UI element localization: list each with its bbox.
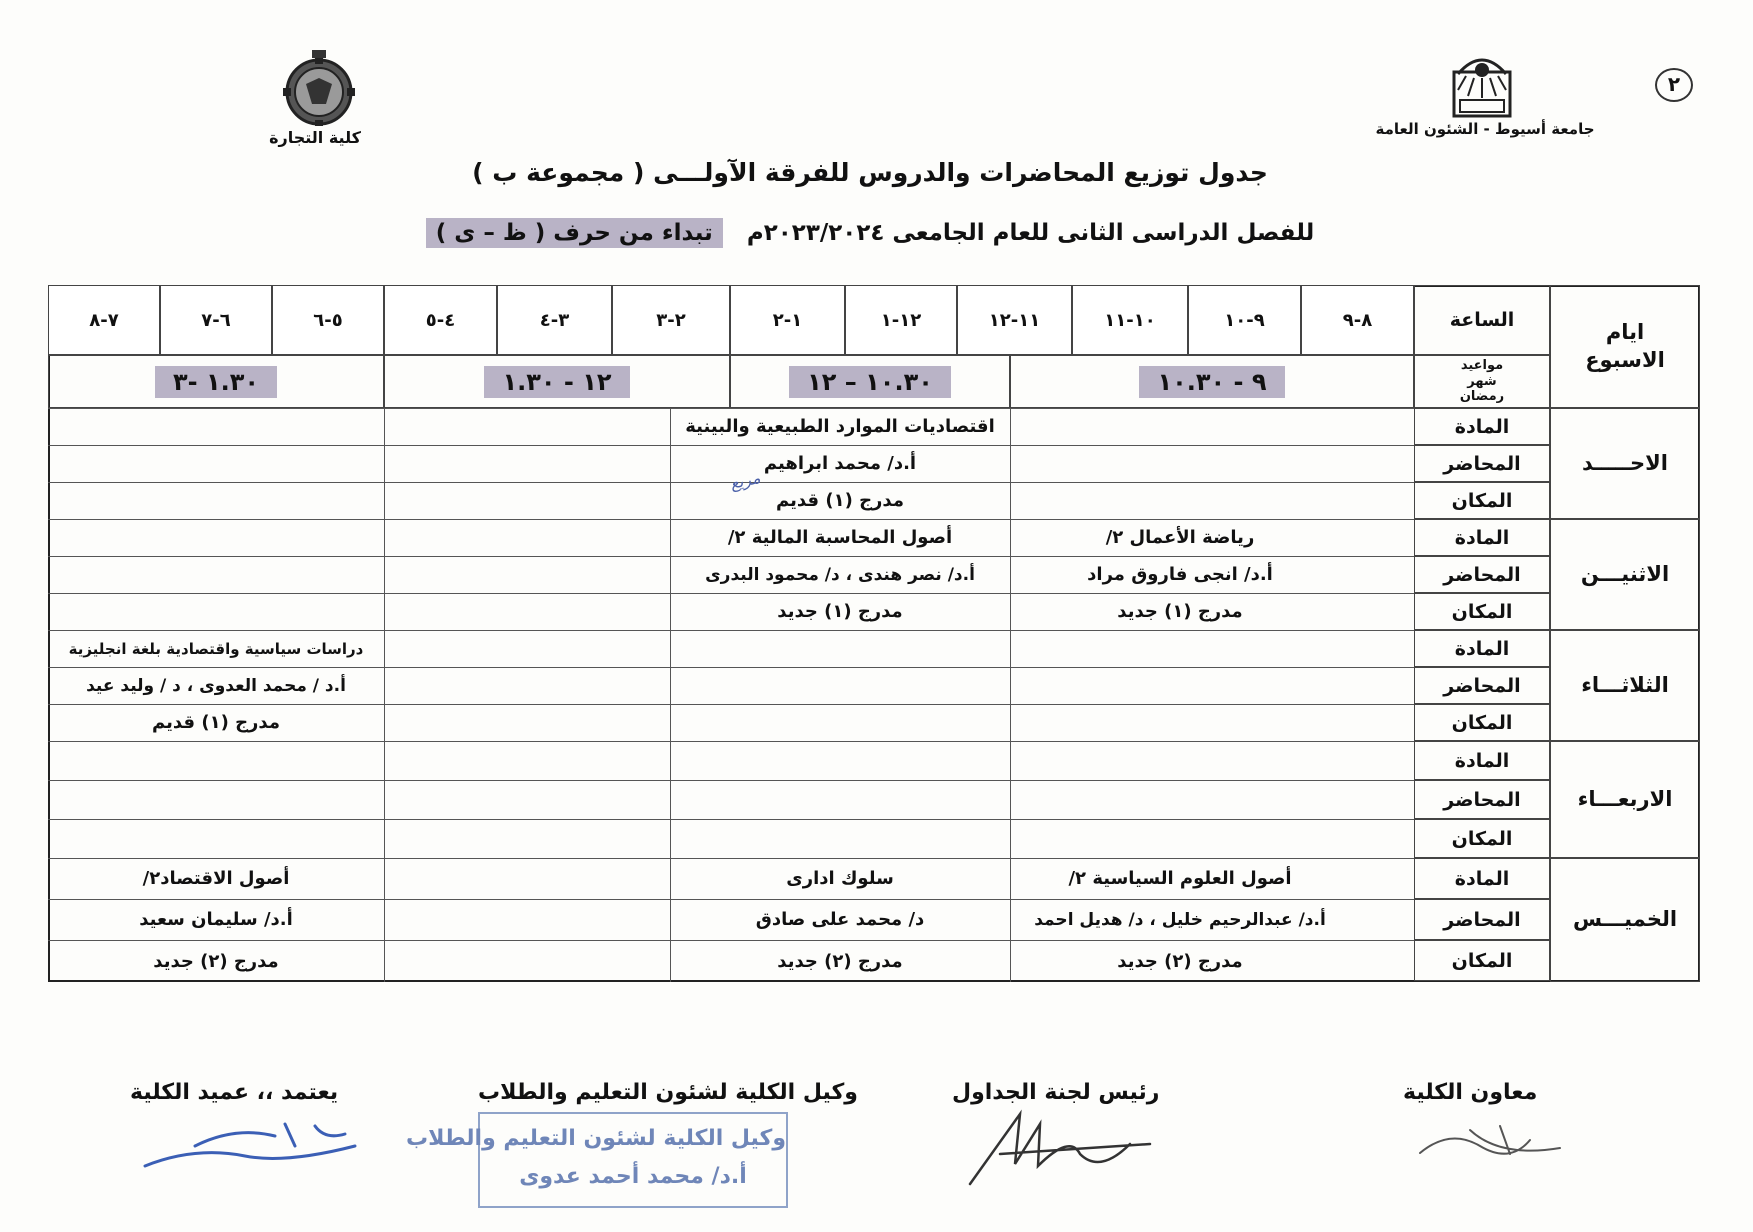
row-label-subject: المادة: [1414, 741, 1550, 780]
hour-10: ٥-٦: [272, 285, 384, 355]
monday-subject-1: رياضة الأعمال ٢/: [1105, 527, 1255, 548]
row-label-place: المكان: [1414, 940, 1550, 981]
row-label-lecturer: المحاضر: [1414, 780, 1550, 819]
page-number: ٢: [1655, 68, 1693, 102]
hour-8: ٣-٤: [497, 285, 612, 355]
grid-hline: [48, 819, 1414, 820]
row-label-place: المكان: [1414, 704, 1550, 741]
hour-2: ٩-١٠: [1188, 285, 1301, 355]
tuesday-lecturer: أ.د / محمد العدوى ، د / وليد عيد: [86, 675, 346, 696]
thursday-subject-1: أصول العلوم السياسية ٢/: [1068, 868, 1292, 889]
subtitle-main: للفصل الدراسى الثانى للعام الجامعى ٢٠٢٣/٢٠٢٤م: [746, 220, 1315, 246]
days-header: ايام الاسبوع: [1550, 285, 1700, 408]
committee-head-signature: [960, 1104, 1160, 1194]
faculty-logo: [276, 50, 362, 126]
sunday-lecturer: أ.د/ محمد ابراهيم: [763, 453, 917, 474]
university-logo: [1450, 52, 1514, 118]
grid-hline: [48, 741, 1414, 742]
row-label-subject: المادة: [1414, 858, 1550, 899]
ramadan-slot-4: [48, 355, 384, 408]
vice-dean-students-label: وكيل الكلية لشئون التعليم والطلاب: [478, 1080, 858, 1105]
tuesday-subject: دراسات سياسية واقتصادية بلغة انجليزية: [68, 639, 364, 658]
thursday-subject-3: أصول الاقتصاد٢/: [142, 868, 290, 889]
handwritten-note: مريع: [728, 468, 763, 493]
dean-label: يعتمد ،، عميد الكلية: [130, 1080, 339, 1105]
ramadan-slot-1: [1010, 355, 1414, 408]
row-label-place: المكان: [1414, 819, 1550, 858]
committee-head-label: رئيس لجنة الجداول: [952, 1080, 1160, 1105]
schedule-title: جدول توزيع المحاضرات والدروس للفرقة الآولـــى ( مجموعة ب ): [472, 158, 1268, 187]
tuesday-place: مدرج (١) قديم: [152, 712, 280, 733]
day-thursday: الخميـــس: [1550, 858, 1700, 982]
stamp-line-2: أ.د/ محمد أحمد عدوى: [519, 1164, 747, 1189]
thursday-lecturer-1: أ.د/ عبدالرحيم خليل ، د/ هديل احمد: [1034, 909, 1326, 930]
monday-subject-2: أصول المحاسبة المالية ٢/: [727, 527, 953, 548]
thursday-place-1: مدرج (٢) جديد: [1117, 950, 1243, 972]
hour-12: ٧-٨: [48, 285, 160, 355]
ramadan-slot-text: ١٠.٣٠ – ١٢: [789, 366, 951, 398]
sunday-place: مدرج (١) قديم: [776, 490, 904, 511]
row-label-subject: المادة: [1414, 408, 1550, 445]
thursday-place-2: مدرج (٢) جديد: [777, 950, 903, 972]
stamp-line-1: وكيل الكلية لشئون التعليم والطلاب: [406, 1126, 786, 1151]
row-label-lecturer: المحاضر: [1414, 899, 1550, 940]
hour-3: ١٠-١١: [1072, 285, 1188, 355]
subtitle-highlight: تبداء من حرف ( ظ – ى ): [426, 218, 723, 248]
monday-place-1: مدرج (١) جديد: [1117, 601, 1243, 622]
schedule-subtitle: [420, 220, 1320, 246]
ramadan-slot-3: [384, 355, 730, 408]
row-label-place: المكان: [1414, 593, 1550, 630]
ramadan-slot-text: ٩ - ١٠.٣٠: [1139, 366, 1284, 398]
day-tuesday: الثلاثـــاء: [1550, 630, 1700, 741]
grid-hline: [48, 780, 1414, 781]
hour-label: الساعة: [1414, 285, 1550, 355]
hour-6: ١-٢: [730, 285, 845, 355]
monday-lecturer-2: أ.د/ نصر هندى ، د/ محمود البدرى: [705, 564, 975, 585]
row-label-subject: المادة: [1414, 630, 1550, 667]
hour-5: ١٢-١: [845, 285, 957, 355]
vice-dean-signature: [1410, 1118, 1570, 1168]
hour-4: ١١-١٢: [957, 285, 1072, 355]
university-name: جامعة أسيوط - الشئون العامة: [1375, 120, 1595, 138]
sunday-subject: اقتصاديات الموارد الطبيعية والبينية: [685, 416, 995, 437]
vice-dean-label: معاون الكلية: [1403, 1080, 1538, 1105]
dean-signature: [135, 1106, 365, 1186]
thursday-lecturer-2: د/ محمد على صادق: [755, 909, 925, 930]
row-label-place: المكان: [1414, 482, 1550, 519]
monday-lecturer-1: أ.د/ انجى فاروق مراد: [1087, 564, 1273, 585]
thursday-subject-2: سلوك ادارى: [786, 868, 894, 889]
day-wednesday: الاربعـــاء: [1550, 741, 1700, 858]
grid-vline: [384, 408, 385, 982]
hour-9: ٤-٥: [384, 285, 497, 355]
thursday-place-3: مدرج (٢) جديد: [153, 950, 279, 972]
ramadan-slot-2: [730, 355, 1010, 408]
day-monday: الاثنيـــن: [1550, 519, 1700, 630]
hour-7: ٢-٣: [612, 285, 730, 355]
row-label-lecturer: المحاضر: [1414, 445, 1550, 482]
hour-1: ٨-٩: [1301, 285, 1414, 355]
monday-place-2: مدرج (١) جديد: [777, 601, 903, 622]
row-label-lecturer: المحاضر: [1414, 556, 1550, 593]
row-label-lecturer: المحاضر: [1414, 667, 1550, 704]
row-label-subject: المادة: [1414, 519, 1550, 556]
official-stamp: [406, 1112, 788, 1208]
ramadan-slot-text: ١٢ - ١.٣٠: [484, 366, 629, 398]
faculty-name: كلية التجارة: [269, 128, 361, 147]
ramadan-slot-text: ١.٣٠ -٣: [155, 366, 277, 398]
schedule-table: [48, 285, 1700, 982]
thursday-lecturer-3: أ.د/ سليمان سعيد: [139, 909, 293, 930]
day-sunday: الاحـــــد: [1550, 408, 1700, 519]
ramadan-label: مواعيد شهر رمضان: [1414, 355, 1550, 408]
hour-11: ٦-٧: [160, 285, 272, 355]
